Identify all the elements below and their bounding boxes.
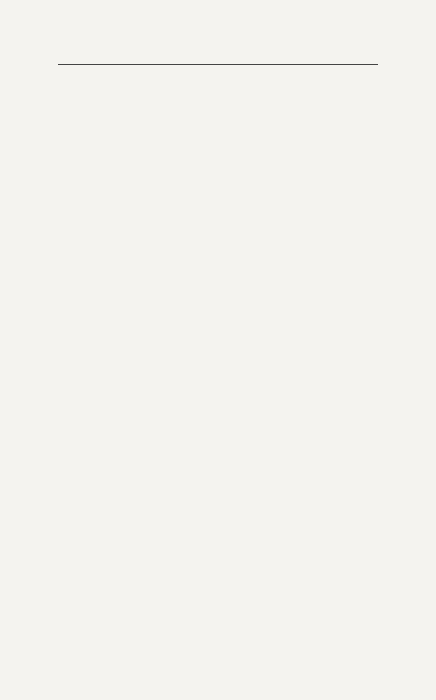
table-of-contents bbox=[58, 76, 396, 92]
header-divider bbox=[58, 64, 378, 65]
